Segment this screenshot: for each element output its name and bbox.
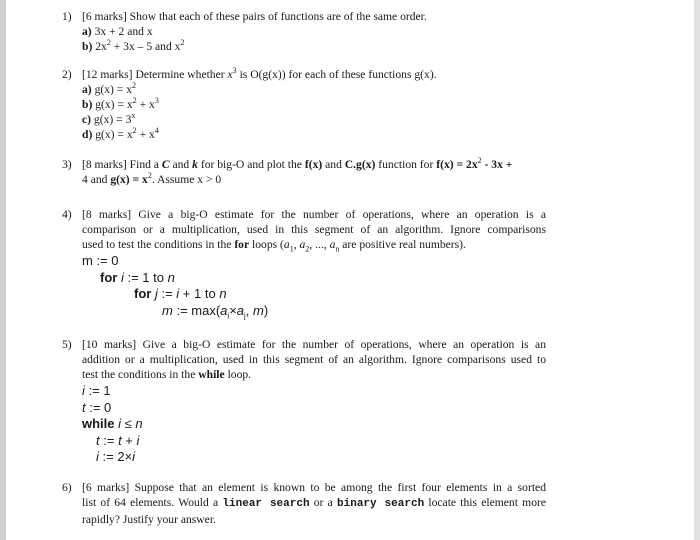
question-2: 2) [12 marks] Determine whether $x^3$ is O(g(x)) for each of these functions g(x). a) $g(x) = x^2$ b) $g(x) = x^2 + x^3$ c) $g(x) = 3^x$ d) $g(x) = x^2 + x^4$ bbox=[62, 67, 562, 142]
question-4-code bbox=[62, 253, 546, 319]
question-5-code bbox=[62, 383, 546, 466]
question-1-text: [6 marks] Show that each of these pairs of functions are of the same order. bbox=[82, 10, 427, 23]
code-line: while i ≤ n bbox=[82, 416, 143, 431]
question-1 bbox=[62, 9, 562, 54]
code-line: for j := i + 1 to n bbox=[134, 286, 227, 301]
code-line: m := $\max(a_i\times a_j$, m) bbox=[162, 302, 269, 321]
question-1-part-a: a) 3x + 2 and x bbox=[82, 25, 153, 38]
question-2-number: 2) bbox=[62, 68, 72, 81]
code-line: t := t + i bbox=[96, 432, 140, 448]
question-3-number: 3) bbox=[62, 158, 72, 171]
question-5: 5) [10 marks] Give a big-O estimate for the number of operations, where an operation is an addition or a multiplication, used in this segment of an algorithm. Ignore comparisons used to test the conditions in the while loop. i := 1 t := 0 while i ≤ n t := t + i i := 2×i bbox=[62, 338, 546, 464]
question-2-part-b: b) $g(x) = x^2 + x^3$ bbox=[82, 96, 159, 111]
question-3: 3) [8 marks] Find a C and k for big-O and plot the f(x) and C.g(x) function for $f(x) = 2x^2 - 3x$ + 4 and $g(x) = x^2$. Assume x > 0 bbox=[62, 156, 513, 186]
question-4: 4) [8 marks] Give a big-O estimate for the number of operations, where an operation is a comparison or a multiplication, used in this segment of an algorithm. Ignore comparisons used to test the conditions in the for loops ($a_1$, $a_2$, ..., $a_n$ are positive real numbers). m := 0 for i := 1 to n for j := i + 1 to n m := $\max(a_i\times a_j$, m) bbox=[62, 208, 546, 321]
code-line: t := 0 bbox=[82, 399, 112, 415]
code-line: for i := 1 to n bbox=[100, 269, 175, 285]
question-2-part-c: c) $g(x) = 3^x$ bbox=[82, 111, 136, 126]
question-5-number: 5) bbox=[62, 338, 72, 351]
code-line: i := 2×i bbox=[96, 449, 136, 464]
question-1-number: 1) bbox=[62, 10, 72, 23]
question-4-number: 4) bbox=[62, 208, 72, 221]
question-2-part-a: a) $g(x) = x^2$ bbox=[82, 81, 137, 96]
question-6-number: 6) bbox=[62, 481, 72, 494]
code-line: i := 1 bbox=[82, 383, 111, 398]
question-1-part-b: b) $2x^2 + 3x - 5$ and $x^2$ bbox=[82, 38, 185, 53]
question-2-part-d: d) $g(x) = x^2 + x^4$ bbox=[82, 126, 159, 141]
code-line: m := 0 bbox=[82, 253, 119, 268]
question-6: 6) [6 marks] Suppose that an element is known to be among the first four elements in a sorted list of 64 elements. Would a linear search or a binary search locate this element more rapidly? Justify your answer. bbox=[62, 481, 546, 526]
